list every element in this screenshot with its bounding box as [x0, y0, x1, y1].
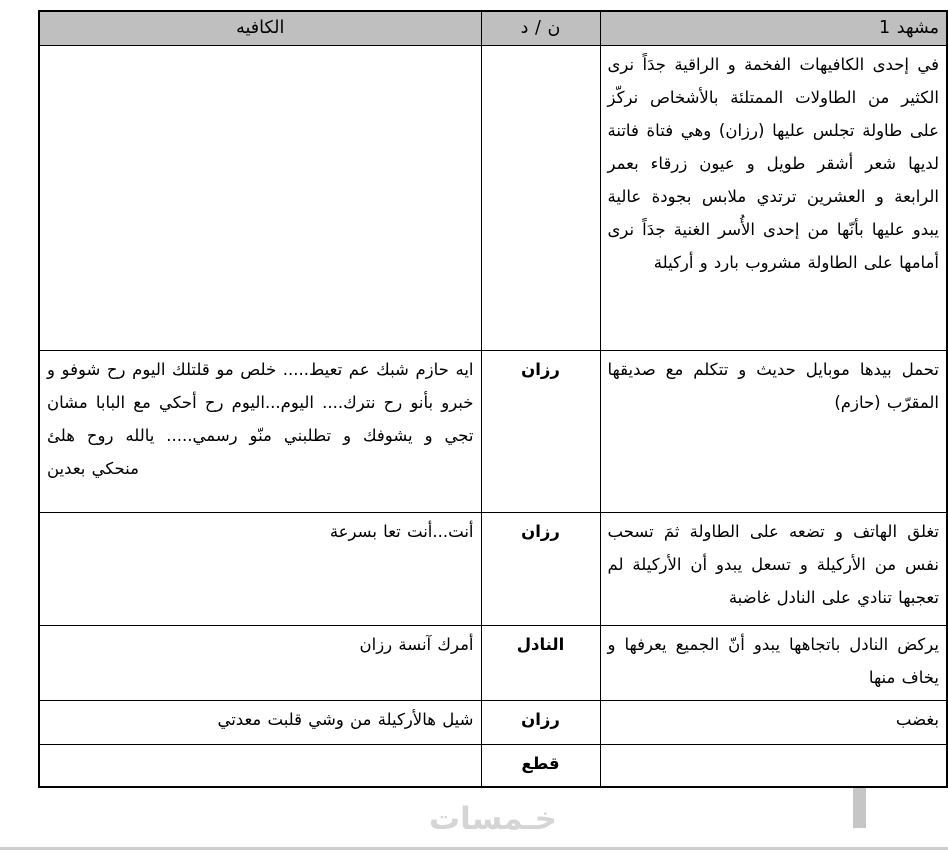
- action-cell: تغلق الهاتف و تضعه على الطاولة ثمَ تسحب نفس من الأركيلة و تسعل يبدو أن الأركيلة لم تعجبها تنادي على النادل غاضبة: [600, 513, 947, 626]
- table-row: [39, 701, 947, 745]
- page-edge-divider: [0, 847, 948, 850]
- table-row: [39, 745, 947, 788]
- scrollbar-thumb[interactable]: [853, 788, 866, 828]
- character-cell: قطع: [481, 745, 600, 788]
- dialogue-cell: [39, 46, 481, 351]
- dialogue-cell: [39, 745, 481, 788]
- table-header-row: [39, 11, 947, 46]
- header-scene-number: مشهد 1: [600, 11, 947, 46]
- character-cell: النادل: [481, 626, 600, 701]
- dialogue-cell: أنت...أنت تعا بسرعة: [39, 513, 481, 626]
- table-row: [39, 351, 947, 513]
- script-table: [38, 10, 948, 788]
- table-row: [39, 626, 947, 701]
- table-row: [39, 46, 947, 351]
- action-cell: بغضب: [600, 701, 947, 745]
- action-cell: يركض النادل باتجاهها يبدو أنّ الجميع يعرفها و يخاف منها: [600, 626, 947, 701]
- dialogue-cell: أمرك آنسة رزان: [39, 626, 481, 701]
- action-cell: تحمل بيدها موبايل حديث و تتكلم مع صديقها المقرّب (حازم): [600, 351, 947, 513]
- khamsat-watermark: خـمسات: [428, 801, 558, 837]
- character-cell: [481, 46, 600, 351]
- dialogue-cell: ايه حازم شبك عم تعيط..... خلص مو قلتلك اليوم رح شوفو و خبرو بأنو رح نترك.... اليوم...اليوم رح أحكي مع البابا مشان تجي و يشوفك و تطلبني منّو رسمي..... يالله روح هلئ منحكي بعدين: [39, 351, 481, 513]
- character-cell: رزان: [481, 351, 600, 513]
- character-cell: رزان: [481, 701, 600, 745]
- action-cell: [600, 745, 947, 788]
- action-cell: في إحدى الكافيهات الفخمة و الراقية جدَاً نرى الكثير من الطاولات الممتلئة بالأشخاص نركّز على طاولة تجلس عليها (رزان) وهي فتاة فاتنة لديها شعر أشقر طويل و عيون زرقاء بعمر الرابعة و العشرين ترتدي ملابس بجودة عالية يبدو عليها بأنّها من إحدى الأُسر الغنية جدَاً نرى أمامها على الطاولة مشروب بارد و أركيلة: [600, 46, 947, 351]
- character-cell: رزان: [481, 513, 600, 626]
- dialogue-cell: شيل هالأركيلة من وشي قلبت معدتي: [39, 701, 481, 745]
- header-location: الكافيه: [39, 11, 481, 46]
- header-day-night: ن / د: [481, 11, 600, 46]
- table-row: [39, 513, 947, 626]
